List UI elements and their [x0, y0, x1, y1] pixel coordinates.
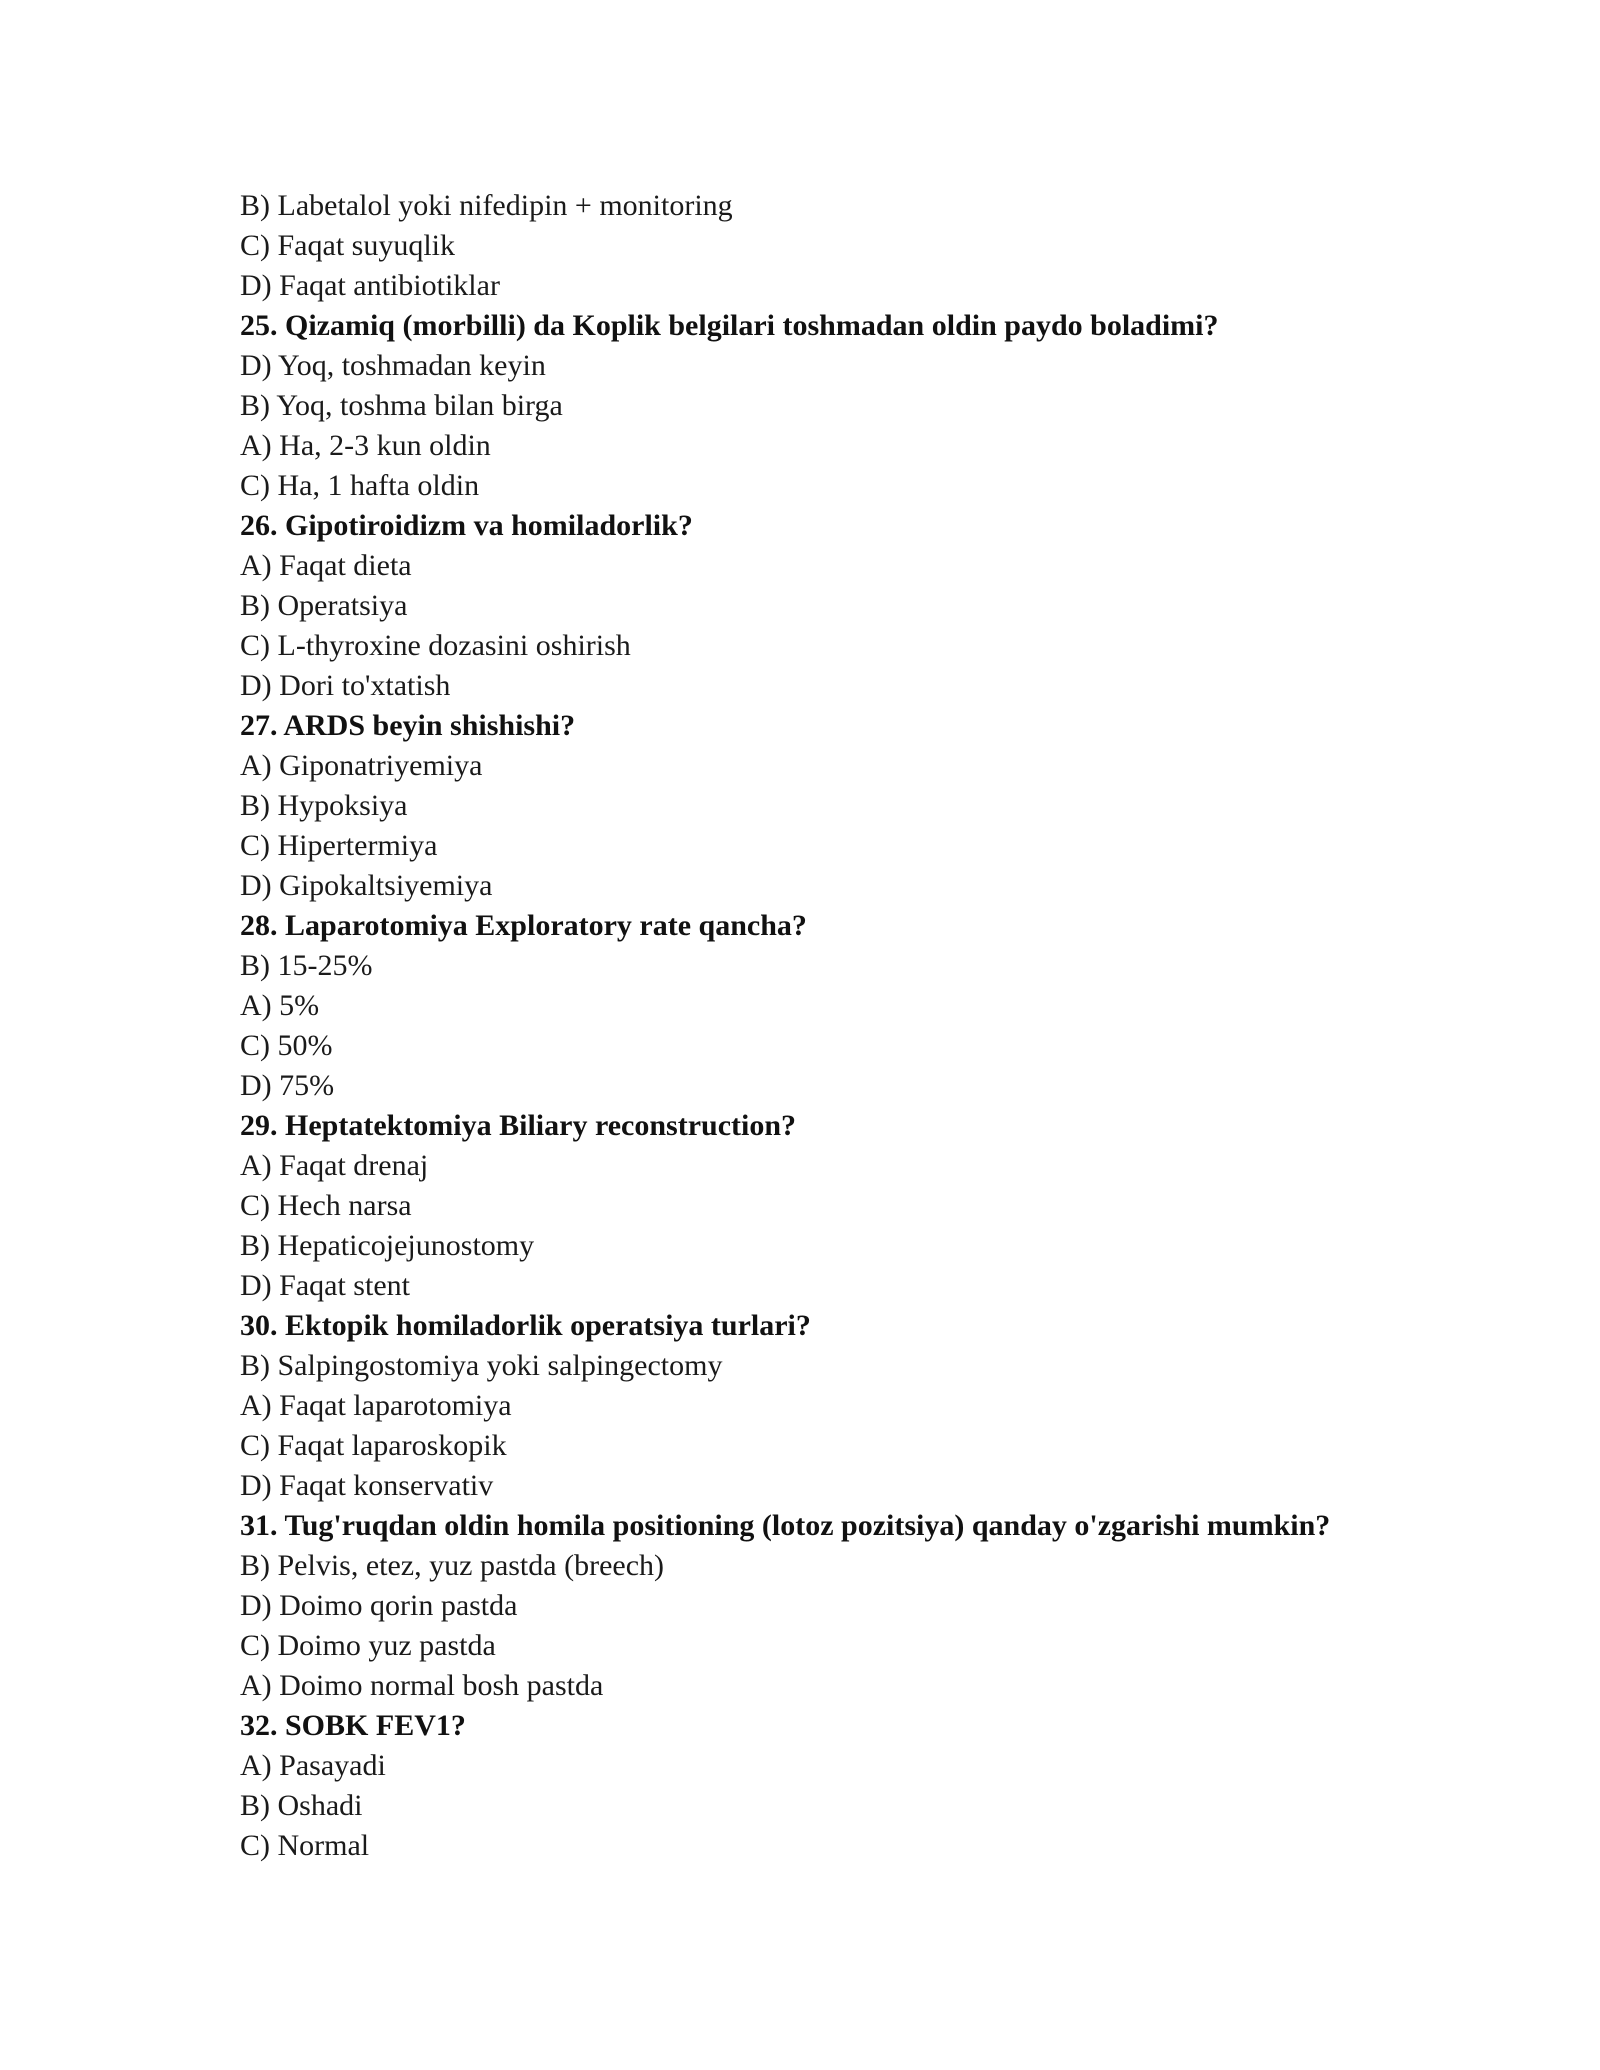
answer-option: D) Yoq, toshmadan keyin [240, 349, 546, 382]
answer-option: A) 5% [240, 989, 320, 1022]
answer-option: C) Hech narsa [240, 1189, 412, 1222]
question-heading: 29. Heptatektomiya Biliary reconstruction? [240, 1109, 797, 1142]
answer-option: D) Faqat antibiotiklar [240, 269, 500, 302]
answer-option: D) Gipokaltsiyemiya [240, 869, 493, 902]
answer-option: C) Hipertermiya [240, 829, 438, 862]
answer-option: B) Hypoksiya [240, 789, 408, 822]
quiz-content [240, 186, 1420, 1866]
answer-option: C) Doimo yuz pastda [240, 1629, 496, 1662]
answer-option: D) 75% [240, 1069, 335, 1102]
answer-option: A) Faqat dieta [240, 549, 412, 582]
answer-option: D) Doimo qorin pastda [240, 1589, 518, 1622]
answer-option: D) Faqat stent [240, 1269, 410, 1302]
answer-option: B) Operatsiya [240, 589, 408, 622]
answer-option: A) Ha, 2-3 kun oldin [240, 429, 491, 462]
question-heading: 30. Ektopik homiladorlik operatsiya turlari? [240, 1309, 811, 1342]
question-heading: 26. Gipotiroidizm va homiladorlik? [240, 509, 693, 542]
question-heading: 28. Laparotomiya Exploratory rate qancha? [240, 909, 807, 942]
question-heading: 27. ARDS beyin shishishi? [240, 709, 576, 742]
answer-option: A) Faqat laparotomiya [240, 1389, 512, 1422]
answer-option: B) Salpingostomiya yoki salpingectomy [240, 1349, 723, 1382]
answer-option: A) Giponatriyemiya [240, 749, 483, 782]
answer-option: B) Pelvis, etez, yuz pastda (breech) [240, 1549, 664, 1582]
answer-option: C) L-thyroxine dozasini oshirish [240, 629, 631, 662]
answer-option: D) Faqat konservativ [240, 1469, 494, 1502]
answer-option: B) Labetalol yoki nifedipin + monitoring [240, 189, 733, 222]
answer-option: D) Dori to'xtatish [240, 669, 451, 702]
answer-option: B) Oshadi [240, 1789, 363, 1822]
answer-option: B) Hepaticojejunostomy [240, 1229, 535, 1262]
answer-option: C) Faqat suyuqlik [240, 229, 455, 262]
answer-option: C) Normal [240, 1829, 370, 1862]
answer-option: C) 50% [240, 1029, 333, 1062]
answer-option: C) Ha, 1 hafta oldin [240, 469, 480, 502]
answer-option: C) Faqat laparoskopik [240, 1429, 507, 1462]
answer-option: A) Faqat drenaj [240, 1149, 429, 1182]
answer-option: A) Pasayadi [240, 1749, 386, 1782]
question-heading: 31. Tug'ruqdan oldin homila positioning (lotoz pozitsiya) qanday o'zgarishi mumkin? [240, 1509, 1331, 1542]
question-heading: 32. SOBK FEV1? [240, 1709, 466, 1742]
answer-option: B) 15-25% [240, 949, 373, 982]
question-heading: 25. Qizamiq (morbilli) da Koplik belgilari toshmadan oldin paydo boladimi? [240, 309, 1219, 342]
answer-option: A) Doimo normal bosh pastda [240, 1669, 604, 1702]
answer-option: B) Yoq, toshma bilan birga [240, 389, 563, 422]
